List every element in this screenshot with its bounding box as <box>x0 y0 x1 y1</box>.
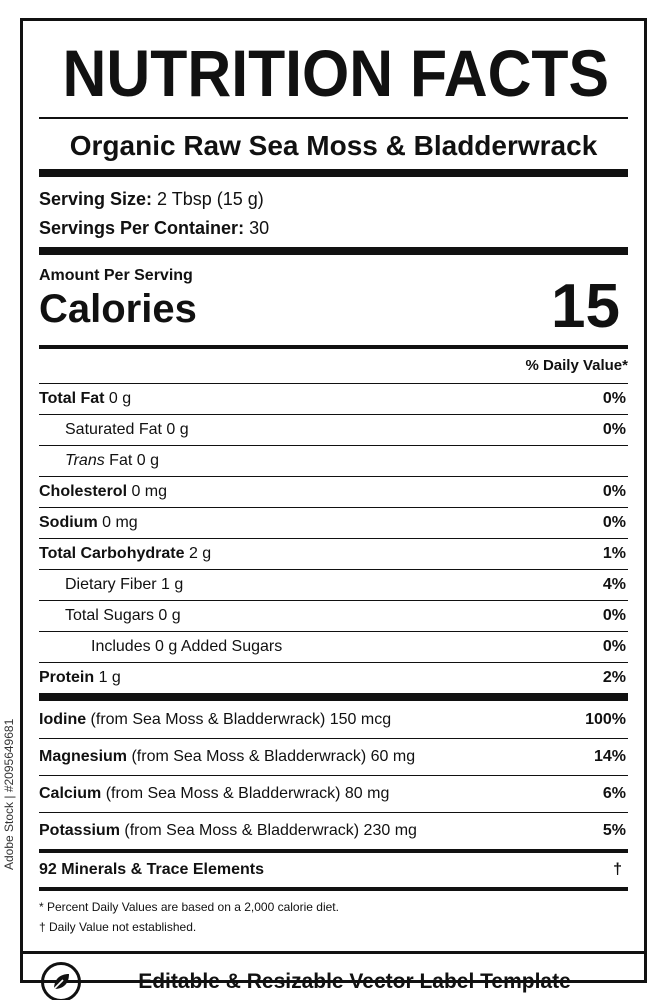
nutrient-dv: 4% <box>602 576 626 593</box>
calories-value: 15 <box>551 272 620 341</box>
divider <box>39 247 628 255</box>
nutrient-dv: 0% <box>602 390 626 407</box>
nutrient-row-total-carbohydrate <box>39 538 628 569</box>
nutrient-row-total-fat <box>39 383 628 414</box>
nutrient-amount: 1 g <box>94 669 121 686</box>
nutrient-dv: 0% <box>602 638 626 655</box>
nutrient-name: Cholesterol <box>39 483 128 500</box>
mineral-dv: 14% <box>593 748 626 765</box>
label-title: NUTRITION FACTS <box>62 36 610 110</box>
serving-size-value: 2 Tbsp (15 g) <box>152 189 264 209</box>
nutrient-name: Saturated Fat <box>65 421 162 438</box>
nutrient-name: Total Carbohydrate <box>39 545 185 562</box>
product-name: Organic Raw Sea Moss & Bladderwrack <box>69 130 598 161</box>
divider <box>39 693 628 701</box>
calories-label: Calories <box>39 287 197 331</box>
footnote-daily-values: * Percent Daily Values are based on a 2,000 calorie diet. <box>39 900 339 914</box>
mineral-row-magnesium <box>39 738 628 775</box>
divider <box>39 169 628 177</box>
mineral-detail: (from Sea Moss & Bladderwrack) 80 mg <box>101 785 390 802</box>
mineral-list <box>39 701 628 849</box>
nutrient-name: Sodium <box>39 514 98 531</box>
mineral-row-calcium <box>39 775 628 812</box>
nutrient-amount: 0 g <box>132 452 159 469</box>
servings-per-container <box>39 214 628 243</box>
nutrient-amount: 1 g <box>156 576 184 593</box>
mineral-row-iodine <box>39 701 628 738</box>
mineral-detail: (from Sea Moss & Bladderwrack) 60 mg <box>127 748 416 765</box>
nutrient-name: Trans <box>65 452 105 469</box>
amount-per-serving: Amount Per Serving <box>39 267 193 284</box>
dagger-mark: † <box>613 861 622 878</box>
nutrient-amount: 0 mg <box>127 483 168 500</box>
nutrient-row-trans-fat <box>39 445 628 476</box>
nutrient-name: Protein <box>39 669 95 686</box>
mineral-name: Calcium <box>39 785 102 802</box>
nutrient-row-dietary-fiber <box>39 569 628 600</box>
nutrient-name: Total Fat <box>39 390 105 407</box>
mineral-dv: 6% <box>602 785 626 802</box>
mineral-name: Magnesium <box>39 748 128 765</box>
nutrient-dv: 0% <box>602 607 626 624</box>
nutrient-amount: 0 mg <box>97 514 138 531</box>
serving-size <box>39 185 628 214</box>
mineral-detail: (from Sea Moss & Bladderwrack) 230 mg <box>119 822 417 839</box>
divider <box>39 117 628 119</box>
trace-elements-label: 92 Minerals & Trace Elements <box>39 861 264 878</box>
mineral-name: Potassium <box>39 822 120 839</box>
servings-per-container-value: 30 <box>244 218 270 238</box>
nutrient-name: Total Sugars <box>65 607 154 624</box>
footer-text: Editable & Resizable Vector Label Template <box>138 970 571 993</box>
nutrient-dv: 0% <box>602 421 626 438</box>
nutrient-row-cholesterol <box>39 476 628 507</box>
mineral-row-potassium <box>39 812 628 849</box>
nutrient-dv: 2% <box>602 669 626 686</box>
nutrient-amount: 0 g <box>153 607 181 624</box>
trace-elements-row <box>39 853 628 887</box>
nutrient-row-protein <box>39 662 628 693</box>
nutrient-row-added-sugars <box>39 631 628 662</box>
nutrient-list <box>39 383 628 693</box>
mineral-name: Iodine <box>39 710 87 728</box>
footnote-dagger: † Daily Value not established. <box>39 920 197 934</box>
leaf-icon-glyph <box>50 971 72 993</box>
mineral-detail: (from Sea Moss & Bladderwrack) 150 mcg <box>86 710 392 728</box>
mineral-dv: 5% <box>602 822 626 839</box>
calories-block <box>39 255 628 345</box>
serving-info <box>39 177 628 241</box>
servings-per-container-label: Servings Per Container: <box>39 218 245 238</box>
serving-size-label: Serving Size: <box>39 189 153 209</box>
nutrient-amount: 0 g <box>161 421 189 438</box>
nutrient-dv: 0% <box>602 483 626 500</box>
nutrient-dv: 0% <box>602 514 626 531</box>
nutrient-row-saturated-fat <box>39 414 628 445</box>
nutrient-name: Dietary Fiber <box>65 576 157 593</box>
leaf-icon <box>41 962 81 1000</box>
footnotes <box>39 891 628 951</box>
nutrient-name: Includes 0 g Added Sugars <box>91 638 283 655</box>
mineral-dv: 100% <box>585 710 626 728</box>
nutrient-amount: 0 g <box>104 390 132 407</box>
nutrient-amount: 2 g <box>184 545 212 562</box>
watermark: Adobe Stock | #2095649681 <box>2 718 16 870</box>
nutrient-row-sodium <box>39 507 628 538</box>
daily-value-header: % Daily Value* <box>525 357 628 374</box>
footer <box>39 954 628 1000</box>
nutrient-dv: 1% <box>602 545 626 562</box>
nutrient-name-rest: Fat <box>104 452 133 469</box>
nutrient-row-total-sugars <box>39 600 628 631</box>
nutrition-label <box>20 18 647 993</box>
